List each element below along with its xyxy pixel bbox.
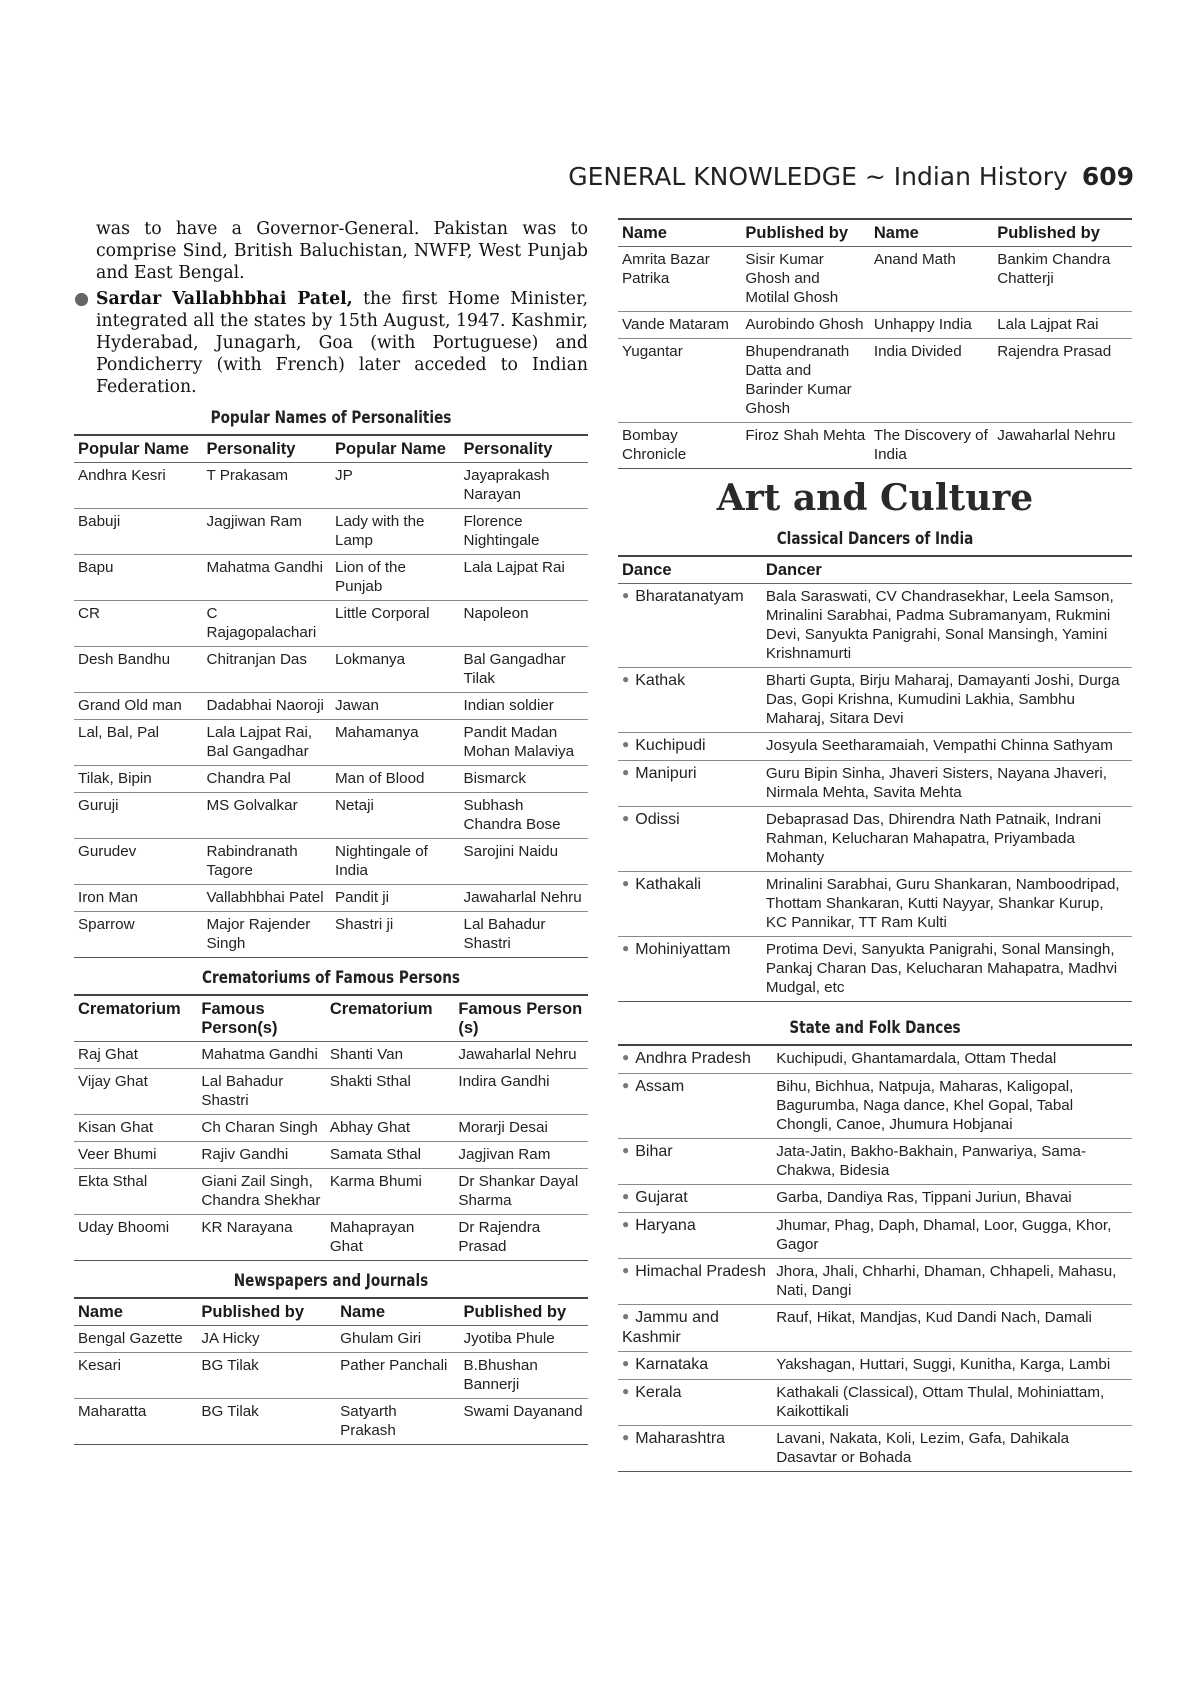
table-row <box>618 1185 1132 1213</box>
table-cell: MS Golvalkar <box>203 793 332 839</box>
newspapers-table-right-header-cell: Published by <box>993 219 1132 247</box>
table-cell: Bankim Chandra Chatterji <box>993 247 1132 312</box>
table-cell: Uday Bhoomi <box>74 1215 197 1261</box>
dance-name: Karnataka <box>635 1356 709 1373</box>
table-row <box>618 1305 1132 1352</box>
newspapers-table-left-header-cell: Published by <box>197 1298 336 1326</box>
table-cell: Indira Gandhi <box>454 1069 588 1115</box>
table-cell: C Rajagopalachari <box>203 601 332 647</box>
table-cell: Jhumar, Phag, Daph, Dhamal, Loor, Gugga, Khor, Gagor <box>772 1213 1132 1259</box>
table-row <box>74 766 588 793</box>
table-cell: Desh Bandhu <box>74 647 203 693</box>
table-cell <box>618 1045 772 1074</box>
page-number: 609 <box>1081 162 1134 191</box>
table-row <box>618 584 1132 668</box>
popular-names-table-header-cell: Personality <box>203 435 332 463</box>
table-row <box>618 312 1132 339</box>
table-cell <box>618 733 762 761</box>
table-cell: Kuchipudi, Ghantamardala, Ottam Thedal <box>772 1045 1132 1074</box>
table-cell: Mahatma Gandhi <box>203 555 332 601</box>
patel-bold: Sardar Vallabhbhai Patel, <box>96 289 353 309</box>
table-cell: Lala Lajpat Rai <box>993 312 1132 339</box>
table-row <box>74 1399 588 1445</box>
folk-dances-table <box>618 1044 1132 1472</box>
dance-name: Himachal Pradesh <box>635 1263 766 1280</box>
table-cell: Lal Bahadur Shastri <box>197 1069 326 1115</box>
table-row <box>74 839 588 885</box>
table-cell: Samata Sthal <box>326 1142 455 1169</box>
table-cell: T Prakasam <box>203 463 332 509</box>
crematoriums-table-header-cell: Crematorium <box>326 995 455 1042</box>
right-column <box>618 218 1132 1472</box>
table-cell: Jawaharlal Nehru <box>460 885 589 912</box>
newspapers-table-right-header-cell: Published by <box>741 219 870 247</box>
table-cell: Maharatta <box>74 1399 197 1445</box>
dance-name: Mohiniyattam <box>635 941 731 958</box>
dance-name: Manipuri <box>635 765 697 782</box>
table-row <box>618 937 1132 1002</box>
table-row <box>74 1042 588 1069</box>
table-cell: Andhra Kesri <box>74 463 203 509</box>
bullet-icon: ● <box>622 876 630 890</box>
newspapers-table-left-header-cell: Name <box>74 1298 197 1326</box>
bullet-icon: ● <box>622 588 630 602</box>
table-row <box>74 463 588 509</box>
table-cell: Bengal Gazette <box>74 1326 197 1353</box>
bullet-icon: ● <box>622 811 630 825</box>
bullet-icon: ● <box>622 1143 630 1157</box>
table-cell: Rajendra Prasad <box>993 339 1132 423</box>
bullet-icon: ● <box>622 1050 630 1064</box>
table-row <box>74 1069 588 1115</box>
table-cell: Pandit ji <box>331 885 460 912</box>
table-cell <box>618 1259 772 1305</box>
table-cell: Lala Lajpat Rai <box>460 555 589 601</box>
table-cell: BG Tilak <box>197 1353 336 1399</box>
popular-names-table-header-cell: Popular Name <box>331 435 460 463</box>
table-cell: Jhora, Jhali, Chharhi, Dhaman, Chhapeli, Mahasu, Nati, Dangi <box>772 1259 1132 1305</box>
crematoriums-table-header-cell: Famous Person(s) <box>197 995 326 1042</box>
table-cell: Rauf, Hikat, Mandjas, Kud Dandi Nach, Damali <box>772 1305 1132 1352</box>
table-cell <box>618 807 762 872</box>
table-row <box>74 1115 588 1142</box>
table-cell: Subhash Chandra Bose <box>460 793 589 839</box>
crematoriums-table <box>74 994 588 1261</box>
table-cell: Guru Bipin Sinha, Jhaveri Sisters, Nayana Jhaveri, Nirmala Mehta, Savita Mehta <box>762 761 1132 807</box>
table-row <box>618 872 1132 937</box>
table-cell: Bala Saraswati, CV Chandrasekhar, Leela Samson, Mrinalini Sarabhai, Padma Subramanyam, Rukmini Devi, Sanyukta Panigrahi, Sonal Mansingh, Yamini Krishnamurti <box>762 584 1132 668</box>
table-cell <box>618 1380 772 1426</box>
table-cell: Lal, Bal, Pal <box>74 720 203 766</box>
table-cell: Man of Blood <box>331 766 460 793</box>
table-row <box>618 1380 1132 1426</box>
classical-dancers-title: Classical Dancers of India <box>776 529 974 549</box>
table-cell: Rajiv Gandhi <box>197 1142 326 1169</box>
newspapers-title: Newspapers and Journals <box>233 1271 429 1291</box>
table-cell: Vande Mataram <box>618 312 741 339</box>
table-cell: Mahaprayan Ghat <box>326 1215 455 1261</box>
table-cell: Sisir Kumar Ghosh and Motilal Ghosh <box>741 247 870 312</box>
dance-name: Jammu and Kashmir <box>622 1309 719 1346</box>
table-cell: Napoleon <box>460 601 589 647</box>
bullet-icon: ● <box>622 737 630 751</box>
newspapers-table-right <box>618 218 1132 469</box>
table-cell: Bharti Gupta, Birju Maharaj, Damayanti Joshi, Durga Das, Gopi Krishna, Kumudini Lakhia, Sambhu Maharaj, Sitara Devi <box>762 668 1132 733</box>
table-row <box>618 1074 1132 1139</box>
table-row <box>74 1142 588 1169</box>
table-cell: The Discovery of India <box>870 423 993 469</box>
table-cell: Firoz Shah Mehta <box>741 423 870 469</box>
table-cell: Raj Ghat <box>74 1042 197 1069</box>
table-cell: Yakshagan, Huttari, Suggi, Kunitha, Karga, Lambi <box>772 1352 1132 1380</box>
newspapers-table-left-header-cell: Published by <box>459 1298 588 1326</box>
bullet-icon: ● <box>622 941 630 955</box>
table-cell: Tilak, Bipin <box>74 766 203 793</box>
crematoriums-table-header-cell: Crematorium <box>74 995 197 1042</box>
table-cell: Shanti Van <box>326 1042 455 1069</box>
table-cell: Kisan Ghat <box>74 1115 197 1142</box>
table-cell: JA Hicky <box>197 1326 336 1353</box>
table-row <box>74 693 588 720</box>
dance-name: Bihar <box>635 1143 673 1160</box>
table-cell: Dr Rajendra Prasad <box>454 1215 588 1261</box>
table-cell: Babuji <box>74 509 203 555</box>
table-row <box>618 1259 1132 1305</box>
table-cell: Dadabhai Naoroji <box>203 693 332 720</box>
table-cell: Giani Zail Singh, Chandra Shekhar <box>197 1169 326 1215</box>
newspapers-table-left-header-cell: Name <box>336 1298 459 1326</box>
table-cell: Ch Charan Singh <box>197 1115 326 1142</box>
table-cell: Pandit Madan Mohan Malaviya <box>460 720 589 766</box>
table-cell: Satyarth Prakash <box>336 1399 459 1445</box>
dance-name: Kerala <box>635 1384 682 1401</box>
table-cell <box>618 1426 772 1472</box>
table-cell: Bhupendranath Datta and Barinder Kumar Ghosh <box>741 339 870 423</box>
classical-dancers-table-header-cell: Dancer <box>762 556 1132 584</box>
table-cell: Rabindranath Tagore <box>203 839 332 885</box>
folk-dances-title: State and Folk Dances <box>789 1018 961 1038</box>
table-cell: Jayaprakash Narayan <box>460 463 589 509</box>
newspapers-table-left-header-row <box>74 1298 588 1326</box>
patel-bullet <box>74 288 588 398</box>
classical-dancers-table <box>618 555 1132 1002</box>
table-cell: Dr Shankar Dayal Sharma <box>454 1169 588 1215</box>
bullet-icon: ● <box>622 1263 630 1277</box>
popular-names-table-header-row <box>74 435 588 463</box>
popular-names-table <box>74 434 588 958</box>
table-cell: Florence Nightingale <box>460 509 589 555</box>
table-row <box>618 761 1132 807</box>
table-cell: Unhappy India <box>870 312 993 339</box>
table-cell: Mahatma Gandhi <box>197 1042 326 1069</box>
table-row <box>618 1352 1132 1380</box>
table-row <box>618 807 1132 872</box>
table-cell <box>618 584 762 668</box>
table-cell: JP <box>331 463 460 509</box>
table-row <box>618 1426 1132 1472</box>
table-cell: Swami Dayanand <box>459 1399 588 1445</box>
table-cell: Morarji Desai <box>454 1115 588 1142</box>
table-row <box>618 423 1132 469</box>
table-cell <box>618 1352 772 1380</box>
header-title: GENERAL KNOWLEDGE ~ Indian History <box>568 162 1068 191</box>
table-cell: Bapu <box>74 555 203 601</box>
table-cell <box>618 1213 772 1259</box>
table-cell: Garba, Dandiya Ras, Tippani Juriun, Bhavai <box>772 1185 1132 1213</box>
table-cell <box>618 1185 772 1213</box>
crematoriums-table-header-cell: Famous Person (s) <box>454 995 588 1042</box>
popular-names-table-header-cell: Popular Name <box>74 435 203 463</box>
table-cell: Mahamanya <box>331 720 460 766</box>
dance-name: Bharatanatyam <box>635 588 744 605</box>
popular-names-table-header-cell: Personality <box>460 435 589 463</box>
table-cell: Jagjivan Ram <box>454 1142 588 1169</box>
table-cell: KR Narayana <box>197 1215 326 1261</box>
table-cell: Kesari <box>74 1353 197 1399</box>
table-cell: Bombay Chronicle <box>618 423 741 469</box>
table-cell: Shakti Sthal <box>326 1069 455 1115</box>
dance-name: Andhra Pradesh <box>635 1050 751 1067</box>
art-culture-title: Art and Culture <box>716 477 1034 519</box>
table-cell: Chandra Pal <box>203 766 332 793</box>
table-cell: Vijay Ghat <box>74 1069 197 1115</box>
table-row <box>74 1215 588 1261</box>
dance-name: Odissi <box>635 811 680 828</box>
table-cell <box>618 1139 772 1185</box>
table-cell: Abhay Ghat <box>326 1115 455 1142</box>
classical-dancers-table-header-row <box>618 556 1132 584</box>
table-cell <box>618 761 762 807</box>
table-cell: India Divided <box>870 339 993 423</box>
table-cell: Kathakali (Classical), Ottam Thulal, Mohiniattam, Kaikottikali <box>772 1380 1132 1426</box>
table-cell: Aurobindo Ghosh <box>741 312 870 339</box>
table-row <box>618 339 1132 423</box>
table-row <box>618 1045 1132 1074</box>
table-row <box>74 720 588 766</box>
bullet-icon: ● <box>622 1384 630 1398</box>
dance-name: Kuchipudi <box>635 737 706 754</box>
dance-name: Maharashtra <box>635 1430 726 1447</box>
bullet-icon: ● <box>622 1189 630 1203</box>
table-cell: Bal Gangadhar Tilak <box>460 647 589 693</box>
table-cell: CR <box>74 601 203 647</box>
table-row <box>74 647 588 693</box>
bullet-icon: ● <box>622 1356 630 1370</box>
popular-names-title: Popular Names of Personalities <box>210 408 452 428</box>
table-row <box>74 885 588 912</box>
table-cell <box>618 1074 772 1139</box>
table-cell: Anand Math <box>870 247 993 312</box>
table-cell: Bihu, Bichhua, Natpuja, Maharas, Kaligopal, Bagurumba, Naga dance, Khel Gopal, Tabal Chongli, Canoe, Jhumura Hobjanai <box>772 1074 1132 1139</box>
bullet-icon: ● <box>622 672 630 686</box>
crematoriums-table-header-row <box>74 995 588 1042</box>
table-cell: Iron Man <box>74 885 203 912</box>
table-row <box>74 1169 588 1215</box>
table-cell: Grand Old man <box>74 693 203 720</box>
bullet-icon: ● <box>622 1217 630 1231</box>
table-cell: Lion of the Punjab <box>331 555 460 601</box>
table-cell: Netaji <box>331 793 460 839</box>
bullet-icon: ● <box>622 1430 630 1444</box>
table-row <box>618 247 1132 312</box>
table-cell: Sarojini Naidu <box>460 839 589 885</box>
table-row <box>618 1139 1132 1185</box>
table-cell: Indian soldier <box>460 693 589 720</box>
dance-name: Assam <box>635 1078 685 1095</box>
table-cell <box>618 668 762 733</box>
table-cell: Chitranjan Das <box>203 647 332 693</box>
table-cell <box>618 937 762 1002</box>
dance-name: Kathak <box>635 672 686 689</box>
dance-name: Gujarat <box>635 1189 688 1206</box>
table-cell: Jawan <box>331 693 460 720</box>
intro-paragraph: was to have a Governor-General. Pakistan was to comprise Sind, British Baluchistan, NWFP, West Punjab and East Bengal. <box>96 219 588 283</box>
table-cell: Little Corporal <box>331 601 460 647</box>
table-cell: Veer Bhumi <box>74 1142 197 1169</box>
table-cell: Bismarck <box>460 766 589 793</box>
table-cell: Lal Bahadur Shastri <box>460 912 589 958</box>
table-row <box>74 912 588 958</box>
table-cell: Yugantar <box>618 339 741 423</box>
table-row <box>74 1353 588 1399</box>
table-row <box>74 601 588 647</box>
table-cell <box>618 872 762 937</box>
table-cell: Jagjiwan Ram <box>203 509 332 555</box>
table-cell: Jawaharlal Nehru <box>454 1042 588 1069</box>
table-row <box>618 1213 1132 1259</box>
patel-text: the first Home Minister, integrated all the states by 15th August, 1947. Kashmir, Hyderabad, Junagarh, Goa (with Portuguese) and Pondicherry (with French) later acceded to Indian Federation. <box>96 289 588 397</box>
table-cell: Protima Devi, Sanyukta Panigrahi, Sonal Mansingh, Pankaj Charan Das, Kelucharan Mahapatra, Madhvi Mudgal, etc <box>762 937 1132 1002</box>
table-cell: Karma Bhumi <box>326 1169 455 1215</box>
table-cell: BG Tilak <box>197 1399 336 1445</box>
table-cell: Jata-Jatin, Bakho-Bakhain, Panwariya, Sama-Chakwa, Bidesia <box>772 1139 1132 1185</box>
newspapers-table-right-header-cell: Name <box>870 219 993 247</box>
table-cell: B.Bhushan Bannerji <box>459 1353 588 1399</box>
table-cell: Amrita Bazar Patrika <box>618 247 741 312</box>
bullet-icon: ● <box>74 289 90 309</box>
table-cell: Lady with the Lamp <box>331 509 460 555</box>
table-row <box>74 555 588 601</box>
table-cell: Josyula Seetharamaiah, Vempathi Chinna Sathyam <box>762 733 1132 761</box>
crematoriums-title: Crematoriums of Famous Persons <box>202 968 460 988</box>
table-cell <box>618 1305 772 1352</box>
table-row <box>74 1326 588 1353</box>
table-cell: Jawaharlal Nehru <box>993 423 1132 469</box>
table-cell: Lala Lajpat Rai, Bal Gangadhar <box>203 720 332 766</box>
table-cell: Guruji <box>74 793 203 839</box>
table-cell: Ekta Sthal <box>74 1169 197 1215</box>
newspapers-table-left <box>74 1297 588 1445</box>
newspapers-table-right-header-cell: Name <box>618 219 741 247</box>
bullet-icon: ● <box>622 1078 630 1092</box>
table-cell: Nightingale of India <box>331 839 460 885</box>
table-cell: Ghulam Giri <box>336 1326 459 1353</box>
table-cell: Jyotiba Phule <box>459 1326 588 1353</box>
table-row <box>74 509 588 555</box>
table-row <box>618 733 1132 761</box>
table-cell: Gurudev <box>74 839 203 885</box>
table-cell: Pather Panchali <box>336 1353 459 1399</box>
bullet-icon: ● <box>622 1309 630 1323</box>
table-row <box>74 793 588 839</box>
table-cell: Shastri ji <box>331 912 460 958</box>
bullet-icon: ● <box>622 765 630 779</box>
table-row <box>618 668 1132 733</box>
table-cell: Vallabhbhai Patel <box>203 885 332 912</box>
table-cell: Lavani, Nakata, Koli, Lezim, Gafa, Dahikala Dasavtar or Bohada <box>772 1426 1132 1472</box>
page-header <box>568 162 1134 191</box>
table-cell: Lokmanya <box>331 647 460 693</box>
table-cell: Mrinalini Sarabhai, Guru Shankaran, Namboodripad, Thottam Shankaran, Kutti Nayyar, Shankar Kurup, KC Pannikar, TT Ram Kulti <box>762 872 1132 937</box>
dance-name: Kathakali <box>635 876 702 893</box>
newspapers-table-right-header-row <box>618 219 1132 247</box>
table-cell: Debaprasad Das, Dhirendra Nath Patnaik, Indrani Rahman, Kelucharan Mahapatra, Priyambada Mohanty <box>762 807 1132 872</box>
left-column <box>74 218 588 1445</box>
table-cell: Major Rajender Singh <box>203 912 332 958</box>
classical-dancers-table-header-cell: Dance <box>618 556 762 584</box>
dance-name: Haryana <box>635 1217 696 1234</box>
table-cell: Sparrow <box>74 912 203 958</box>
